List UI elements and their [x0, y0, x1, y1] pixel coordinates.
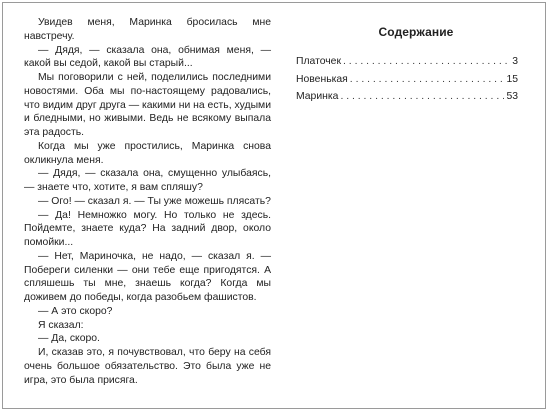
toc-entry-marinka[interactable]: [296, 90, 518, 104]
toc-leader-dots: [350, 73, 505, 87]
toc-entry-novenkaya[interactable]: [296, 73, 518, 87]
story-paragraph: Увидев меня, Маринка бросилась мне навстречу.: [24, 17, 271, 42]
story-paragraph: И, сказав это, я почувствовал, что беру на себя очень большое обязательство. Это была уже не игра, это была присяга.: [24, 347, 271, 386]
contents-page: [296, 25, 518, 108]
toc-entry-name: Маринка: [296, 91, 339, 102]
toc-entry-name: Платочек: [296, 56, 342, 67]
story-paragraph: — Дядя, — сказала она, обнимая меня, — какой вы седой, какой вы старый...: [24, 44, 271, 70]
toc-entry-name: Новенькая: [296, 73, 348, 85]
toc-entry-page: 3: [512, 56, 518, 67]
toc-leader-dots: [340, 90, 504, 104]
toc-entry-platochek[interactable]: [296, 55, 518, 69]
story-paragraph: Я сказал:: [38, 319, 84, 331]
toc-leader-dots: [343, 55, 510, 69]
story-paragraph: Когда мы уже простились, Маринка снова окликнула меня.: [24, 140, 271, 166]
story-paragraph: Мы поговорили с ней, поделились последними новостями. Оба мы по-настоящему радовались, что видим друг друга — какими ни на есть, худыми и бледными, но живыми. Ведь не всякому выпала эта радость.: [24, 72, 271, 138]
contents-title: Содержание: [378, 25, 454, 39]
story-paragraph: — Ого! — сказал я. — Ты уже можешь плясать?: [38, 195, 271, 207]
story-paragraph: — Да! Немножко могу. Но только не здесь. Пойдемте, знаете куда? На задний двор, около помойки...: [24, 209, 271, 248]
story-paragraph: — Дядя, — сказала она, смущенно улыбаясь, — знаете что, хотите, я вам спляшу?: [24, 168, 271, 193]
story-paragraph: — Да, скоро.: [38, 333, 100, 345]
toc-entry-page: 15: [506, 73, 518, 85]
story-paragraph: — Нет, Мариночка, не надо, — сказал я. — Побереги силенки — они тебе еще пригодятся. А спляшешь ты мне, знаешь когда? Когда мы доживем до победы, когда разобьем фашистов.: [24, 250, 271, 303]
toc-entry-page: 53: [506, 91, 518, 102]
story-page: [24, 16, 271, 387]
story-paragraph: — А это скоро?: [38, 305, 113, 317]
